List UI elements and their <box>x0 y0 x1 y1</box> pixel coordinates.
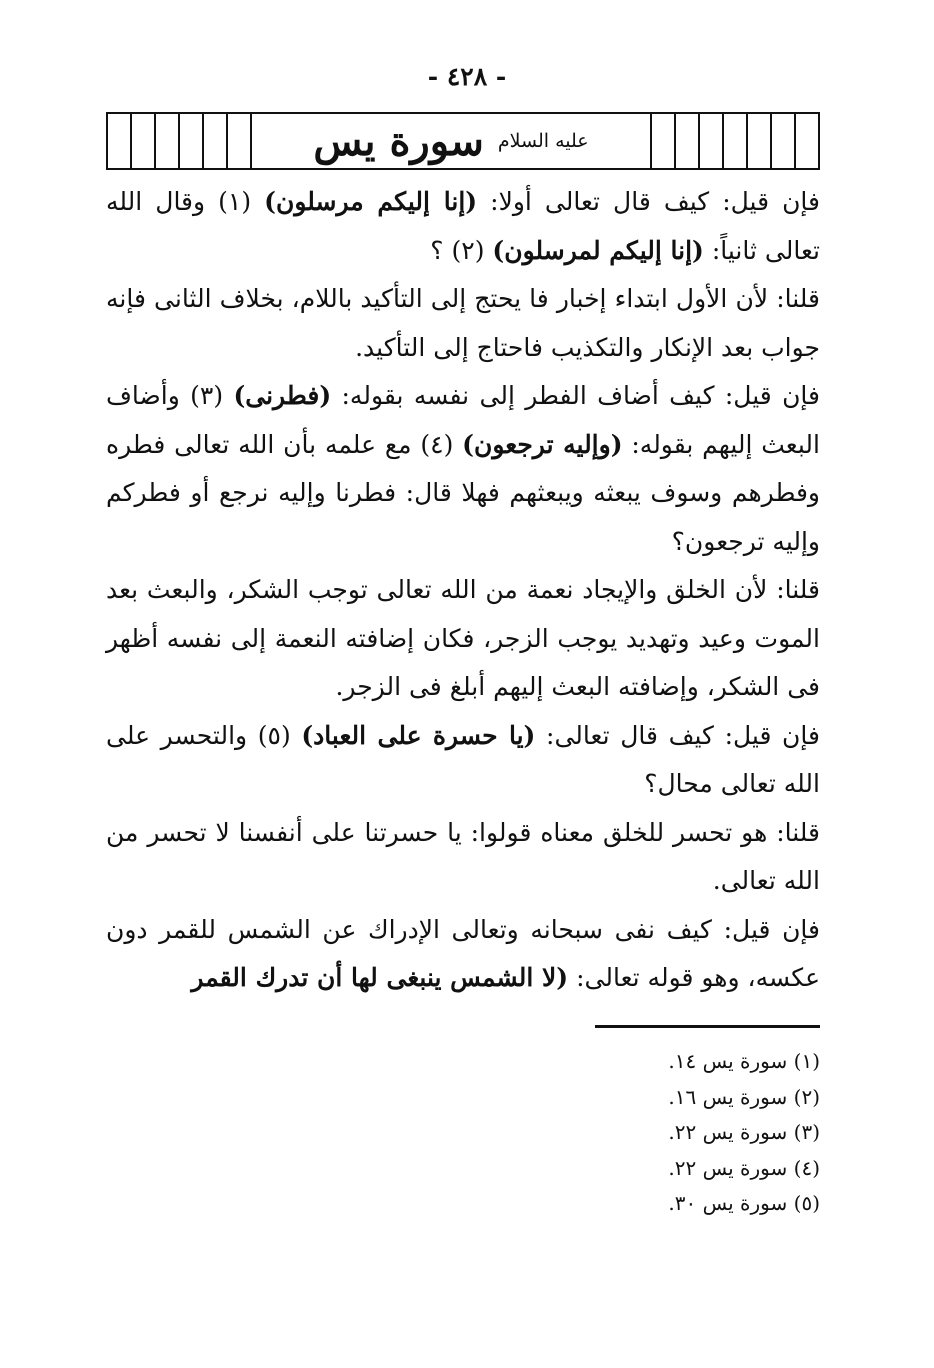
surah-title <box>252 114 650 168</box>
page-number: - ٤٢٨ - <box>427 62 507 91</box>
question-text: كيف قال تعالى أولا: <box>477 187 723 216</box>
answer-text: لأن الأول ابتداء إخبار فا يحتج إلى التأكيد باللام، بخلاف الثانى فإنه جواب بعد الإنكار والتكذيب فاحتاج إلى التأكيد. <box>106 284 820 362</box>
body-text <box>106 178 820 1003</box>
footnote: (١) سورة يس ١٤. <box>668 1049 820 1073</box>
question-text: (٢) ؟ <box>430 235 493 265</box>
question-text: (٤) مع علمه بأن الله تعالى فطره وفطرهم وسوف يبعثه ويبعثهم فهلا قال: فطرنا وإليه نرجع أو فطركم وإليه ترجعون؟ <box>106 429 820 556</box>
answer-label: قلنا: <box>776 284 820 313</box>
title-box-cell <box>108 114 132 168</box>
question-text: كيف أضاف الفطر إلى نفسه بقوله: <box>331 381 725 410</box>
title-box-cell <box>132 114 156 168</box>
question-paragraph <box>106 906 820 1003</box>
footnote: (٣) سورة يس ٢٢. <box>668 1120 820 1145</box>
question-paragraph <box>106 178 820 275</box>
quran-quote: (إنا إليكم مرسلون) <box>264 187 478 216</box>
question-text: (١) وقال الله تعالى ثانياً: <box>106 187 820 265</box>
footnote: (٤) سورة يس ٢٢. <box>668 1155 820 1180</box>
answer-text: لأن الخلق والإيجاد نعمة من الله تعالى توجب الشكر، والبعث بعد الموت وعيد وتهديد يوجب الزجر، فكان إضافته النعمة إلى نفسه أظهر فى الشكر، وإضافته البعث إليهم أبلغ فى الزجر. <box>106 575 820 701</box>
title-box-cell <box>228 114 252 168</box>
question-paragraph <box>106 712 820 809</box>
title-box-cell <box>650 114 674 168</box>
quran-quote: (وإليه ترجعون) <box>462 429 623 459</box>
footnotes <box>560 1044 820 1222</box>
quran-quote: (لا الشمس ينبغى لها أن تدرك القمر <box>191 963 569 992</box>
footnote-separator <box>595 1025 820 1028</box>
title-box-cell <box>770 114 794 168</box>
question-label: فإن قيل: <box>724 381 820 410</box>
answer-paragraph <box>106 809 820 906</box>
surah-name: سورة يس <box>313 117 484 165</box>
answer-paragraph <box>106 275 820 372</box>
question-paragraph <box>106 372 820 566</box>
quran-quote: (يا حسرة على العباد) <box>301 720 536 750</box>
title-box-cell <box>698 114 722 168</box>
quran-quote: (فطرنى) <box>233 381 332 410</box>
surah-subtitle: عليه السلام <box>497 130 589 152</box>
answer-label: قلنا: <box>776 575 820 604</box>
quran-quote: (إنا إليكم لمرسلون) <box>492 235 704 265</box>
question-text: كيف نفى سبحانه وتعالى الإدراك عن الشمس للقمر دون عكسه، وهو قوله تعالى: <box>106 914 820 992</box>
title-box-cell <box>794 114 818 168</box>
question-text: كيف قال تعالى: <box>535 720 725 750</box>
question-text: (٣) وأضاف البعث إليهم بقوله: <box>106 381 820 459</box>
title-box-right-cells <box>650 114 818 168</box>
question-label: فإن قيل: <box>723 914 820 944</box>
answer-label: قلنا: <box>776 817 820 847</box>
question-label: فإن قيل: <box>722 187 821 216</box>
title-box-cell <box>746 114 770 168</box>
surah-title-box <box>106 112 820 170</box>
footnote: (٥) سورة يس ٣٠. <box>668 1191 820 1216</box>
answer-paragraph <box>106 566 820 712</box>
title-box-cell <box>156 114 180 168</box>
title-box-cell <box>204 114 228 168</box>
question-label: فإن قيل: <box>724 720 820 750</box>
title-box-cell <box>722 114 746 168</box>
title-box-left-cells <box>108 114 252 168</box>
title-box-cell <box>180 114 204 168</box>
title-box-cell <box>674 114 698 168</box>
answer-text: هو تحسر للخلق معناه قولوا: يا حسرتنا على أنفسنا لا تحسر من الله تعالى. <box>106 817 820 895</box>
footnote: (٢) سورة يس ١٦. <box>668 1084 820 1109</box>
question-text: (٥) والتحسر على الله تعالى محال؟ <box>106 720 820 798</box>
